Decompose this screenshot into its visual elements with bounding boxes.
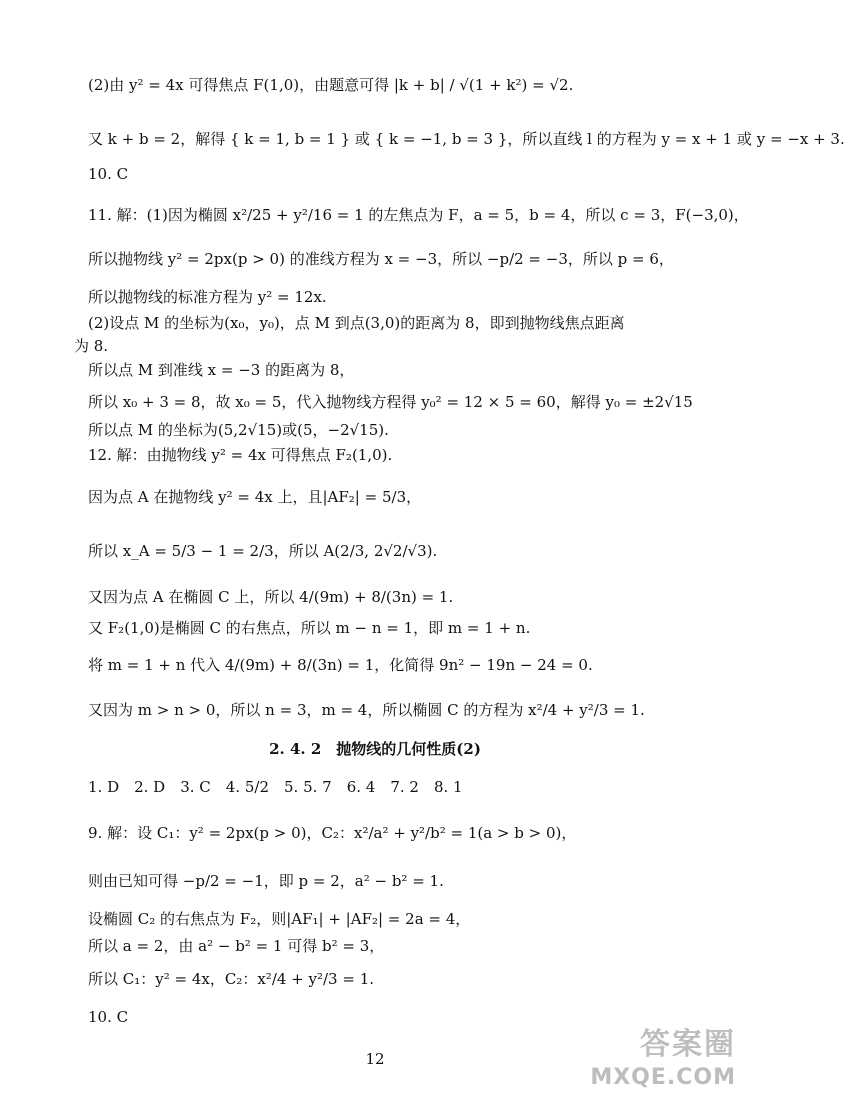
text-line: 因为点 A 在抛物线 y² = 4x 上，且|AF₂| = 5/3， — [88, 488, 422, 506]
text-line: 将 m = 1 + n 代入 4/(9m) + 8/(3n) = 1，化简得 9n² − 19n − 24 = 0. — [88, 656, 593, 674]
text-line: (2)由 y² = 4x 可得焦点 F(1,0)，由题意可得 |k + b| / √(1 + k²) = √2. — [88, 76, 574, 94]
text-line: 9. 解：设 C₁：y² = 2px(p > 0)，C₂：x²/a² + y²/b² = 1(a > b > 0)， — [88, 824, 577, 842]
text-line: 又 F₂(1,0)是椭圆 C 的右焦点，所以 m − n = 1，即 m = 1 + n. — [88, 619, 531, 637]
text-line: 又因为点 A 在椭圆 C 上，所以 4/(9m) + 8/(3n) = 1. — [88, 588, 454, 606]
watermark-text: 答案圈 — [640, 1027, 736, 1062]
page-number: 12 — [365, 1050, 385, 1068]
text-line: 11. 解：(1)因为椭圆 x²/25 + y²/16 = 1 的左焦点为 F，a = 5，b = 4，所以 c = 3，F(−3,0)， — [88, 206, 749, 224]
text-line: 为 8. — [74, 337, 109, 355]
text-line: (2)设点 M 的坐标为(x₀，y₀)，点 M 到点(3,0)的距离为 8，即到抛物线焦点距离 — [88, 314, 625, 332]
text-line: 所以 x₀ + 3 = 8，故 x₀ = 5，代入抛物线方程得 y₀² = 12 × 5 = 60，解得 y₀ = ±2√15 — [88, 393, 693, 411]
text-line: 又因为 m > n > 0，所以 n = 3，m = 4，所以椭圆 C 的方程为 x²/4 + y²/3 = 1. — [88, 701, 645, 719]
text-line: 所以抛物线 y² = 2px(p > 0) 的准线方程为 x = −3，所以 −p/2 = −3，所以 p = 6， — [88, 250, 674, 268]
section-heading: 2. 4. 2 抛物线的几何性质(2) — [269, 740, 481, 758]
text-line: 所以点 M 的坐标为(5,2√15)或(5，−2√15). — [88, 421, 389, 439]
text-line: 所以 C₁：y² = 4x，C₂：x²/4 + y²/3 = 1. — [88, 970, 375, 988]
text-line: 则由已知可得 −p/2 = −1，即 p = 2，a² − b² = 1. — [88, 872, 444, 890]
text-line: 所以 x_A = 5/3 − 1 = 2/3，所以 A(2/3, 2√2/√3). — [88, 542, 438, 560]
text-line: 10. C — [88, 1008, 129, 1026]
watermark-url: MXQE.COM — [590, 1065, 736, 1090]
text-line: 所以抛物线的标准方程为 y² = 12x. — [88, 288, 327, 306]
text-line: 10. C — [88, 165, 129, 183]
text-line: 所以 a = 2，由 a² − b² = 1 可得 b² = 3， — [88, 937, 385, 955]
text-line: 设椭圆 C₂ 的右焦点为 F₂，则|AF₁| + |AF₂| = 2a = 4， — [88, 910, 471, 928]
text-line: 所以点 M 到准线 x = −3 的距离为 8， — [88, 361, 355, 379]
watermark-logo — [586, 1026, 736, 1098]
text-line: 1. D 2. D 3. C 4. 5/2 5. 5. 7 6. 4 7. 2 8. 1 — [88, 778, 463, 796]
text-line: 又 k + b = 2，解得 { k = 1, b = 1 } 或 { k = −1, b = 3 }，所以直线 l 的方程为 y = x + 1 或 y = −x + 3. — [88, 130, 845, 148]
text-line: 12. 解：由抛物线 y² = 4x 可得焦点 F₂(1,0). — [88, 446, 393, 464]
